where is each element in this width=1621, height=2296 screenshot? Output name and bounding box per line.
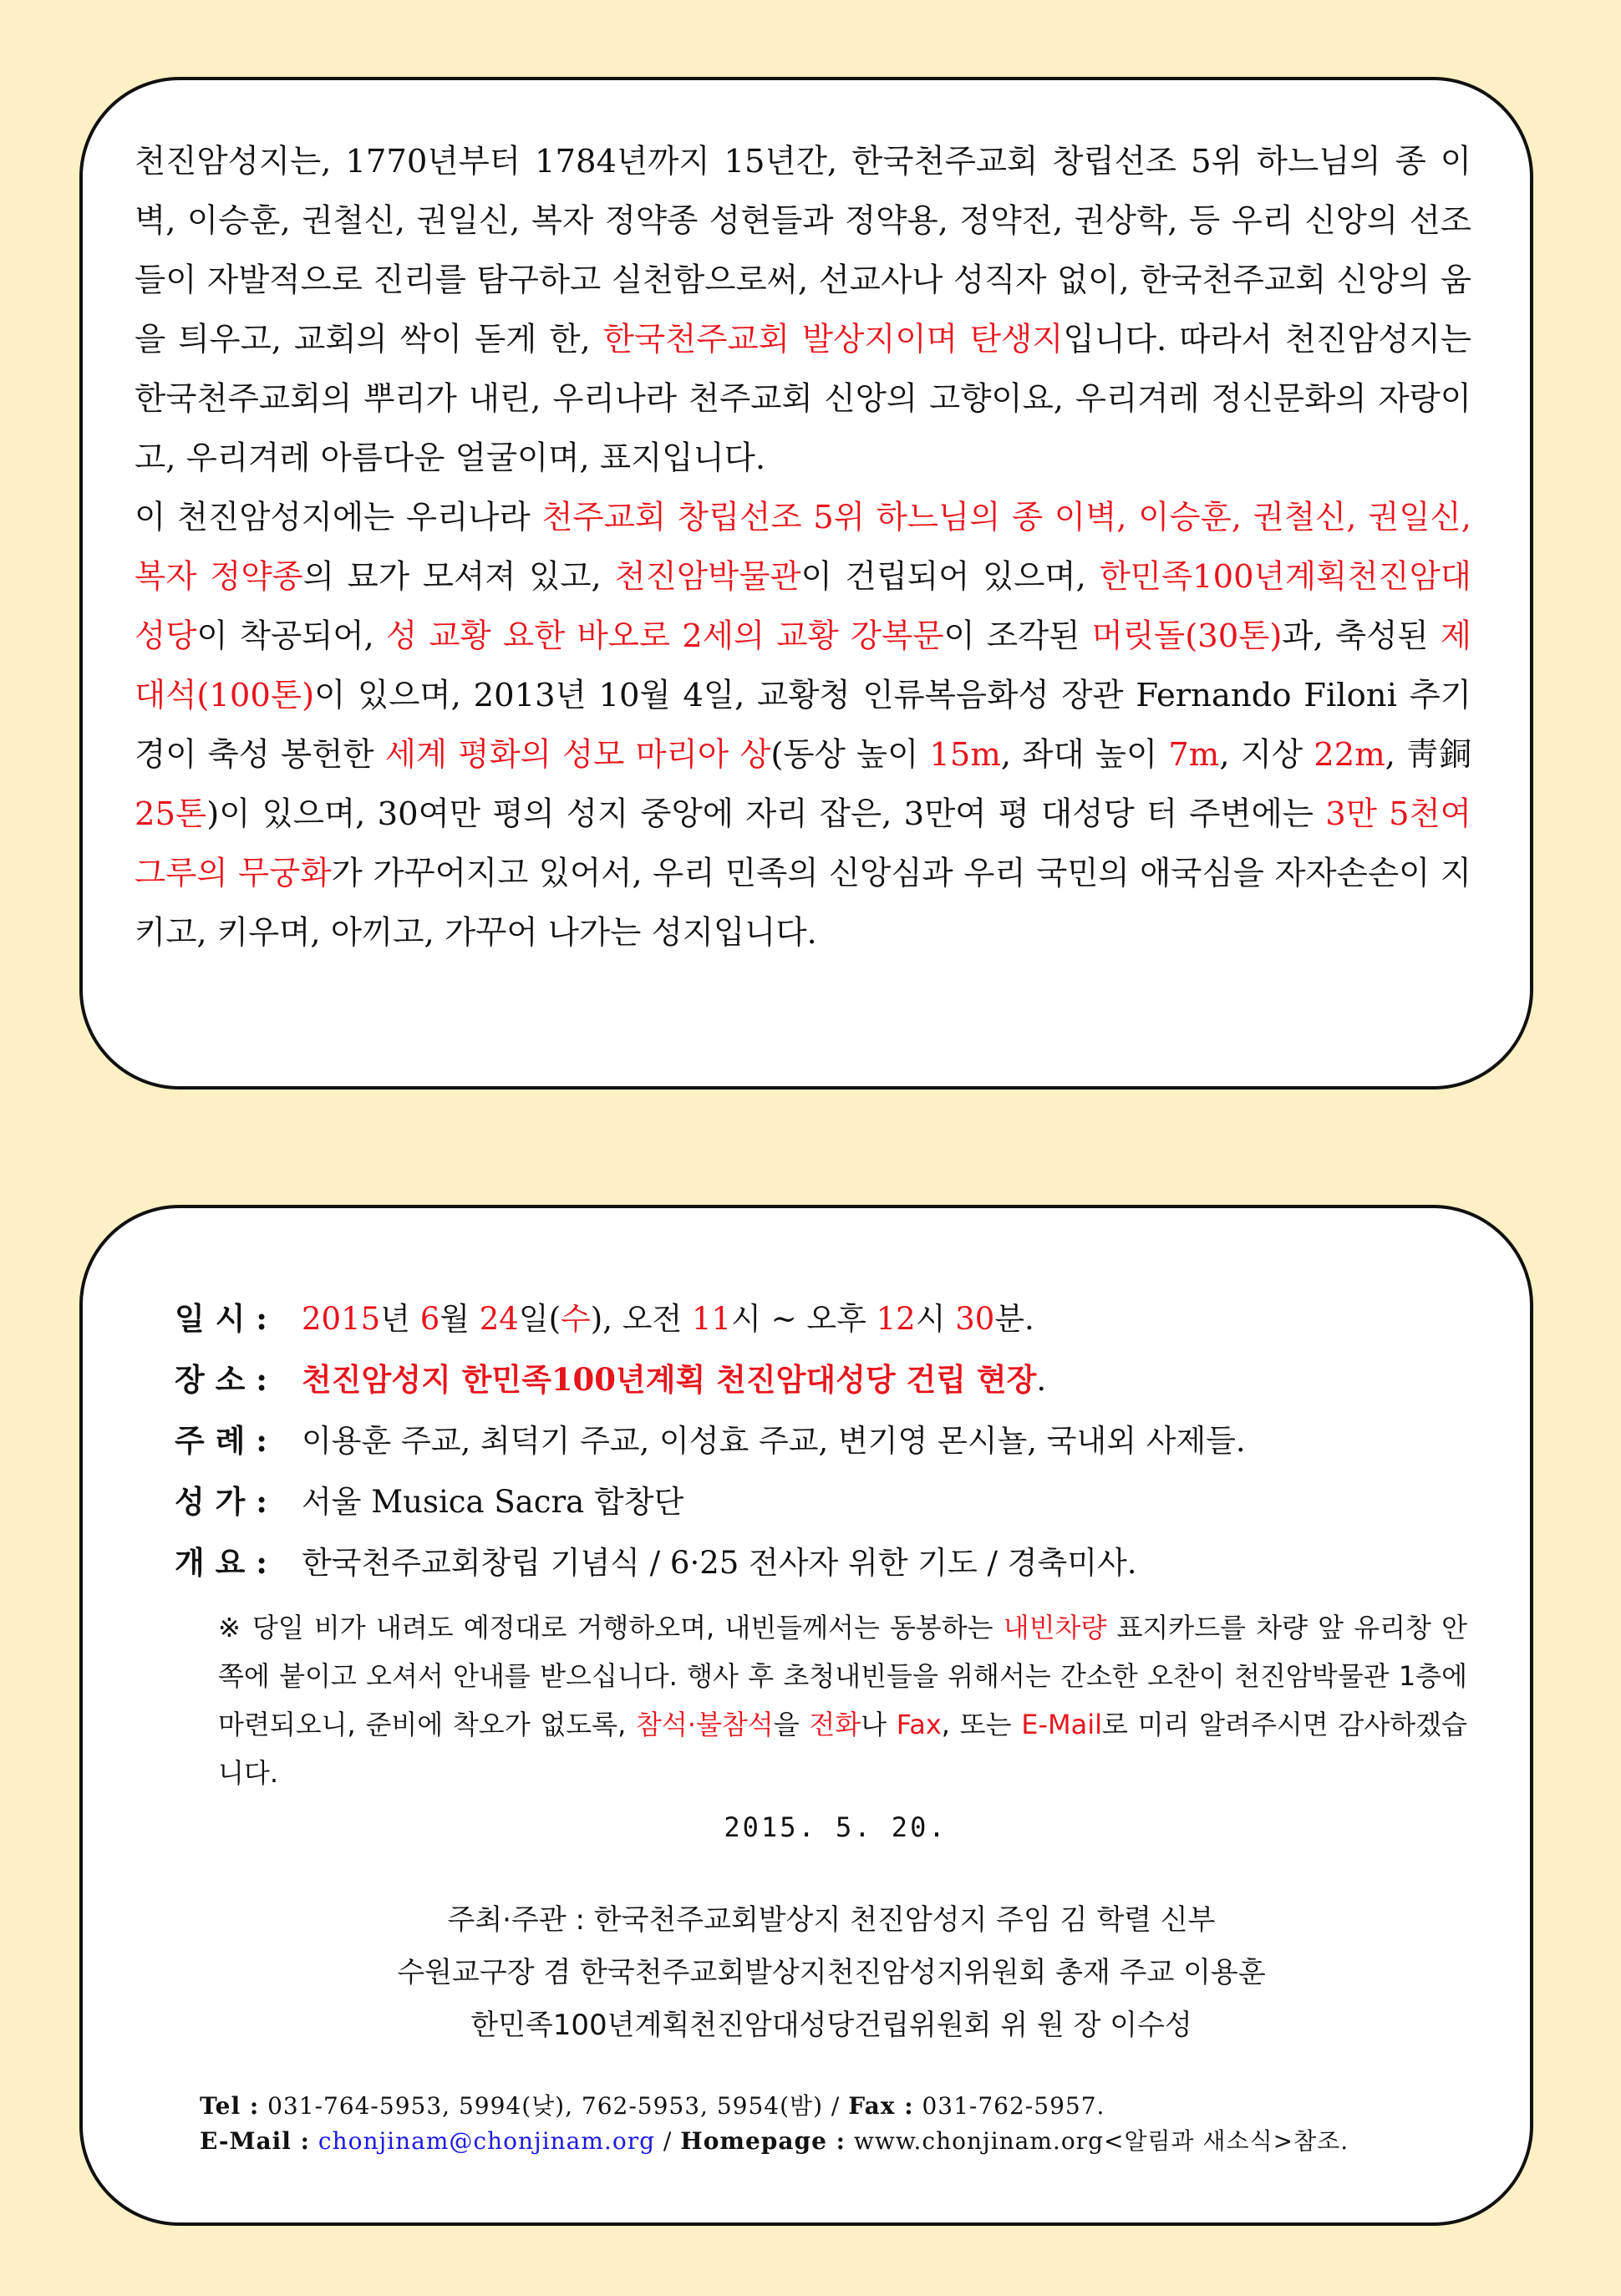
text-run: 이 착공되어, (196, 617, 386, 655)
event-detail-label: 장 소 : (175, 1361, 267, 1398)
highlighted-text: 내빈차량 (1003, 1612, 1107, 1643)
contact-info (175, 2089, 1463, 2159)
text-run: (동상 높이 (770, 736, 930, 774)
text-run: , 또는 (941, 1709, 1022, 1740)
highlighted-text: 제대석(100톤) (135, 617, 1472, 714)
intro-text (135, 132, 1471, 963)
host-line: 한민족100년계획천진암대성당건립위원회 위 원 장 이수성 (470, 2009, 1192, 2042)
text-run: 로 미리 알려주시면 감사하겠습니다. (218, 1709, 1467, 1789)
text-run: 의 묘가 모셔져 있고, (302, 558, 615, 596)
event-detail-label: 주 례 : (175, 1422, 267, 1459)
text-run: 년 (380, 1301, 420, 1337)
document-date: 2015. 5. 20. (724, 1811, 948, 1843)
highlighted-text: 머릿돌(30톤) (1091, 617, 1283, 655)
notice-text (218, 1603, 1467, 1797)
event-details (175, 1288, 1463, 1593)
text-run: 시 (915, 1301, 956, 1337)
event-info-box (79, 1205, 1533, 2226)
text-run: )이 있으며, 30여만 평의 성지 중앙에 자리 잡은, 3만여 평 대성당 터 주변에는 (206, 795, 1326, 833)
highlighted-text: 3만 5천여 그루의 무궁화 (135, 795, 1471, 892)
highlighted-text: 30 (955, 1301, 995, 1337)
text-run: 천진암성지는, 1770년부터 1784년까지 15년간, 한국천주교회 창립선조 5위 하느님의 종 이벽, 이승훈, 권철신, 권일신, 복자 정약종 성현들과 정약용, 정약전, 권상학, 등 우리 신앙의 선조들이 자발적으로 진리를 탐구하고 실천함으로써, 선교사나 성직자 없이, 한국천주교회 신앙의 움을 틔우고, 교회의 싹이 돋게 한, (135, 143, 1471, 358)
text-run: 입니다. 따라서 천진암성지는 한국천주교회의 뿌리가 내린, 우리나라 천주교회 신앙의 고향이요, 우리겨레 정신문화의 자랑이고, 우리겨레 아름다운 얼굴이며, 표지입니다. (135, 321, 1472, 477)
highlighted-text: 한국천주교회 발상지이며 탄생지 (602, 321, 1064, 358)
text-run: 나 (861, 1709, 897, 1740)
text-run: . (1036, 1362, 1047, 1398)
text-run: , 좌대 높이 (1000, 736, 1169, 774)
highlighted-text: 한민족100년계획천진암대성당 (135, 558, 1471, 655)
text-run: 시 ~ 오후 (731, 1301, 877, 1337)
highlighted-text: 세계 평화의 성모 마리아 상 (384, 736, 771, 774)
event-detail-row (175, 1532, 1463, 1593)
highlighted-text: 22m (1314, 736, 1385, 774)
text-run: 이 조각된 (943, 617, 1092, 655)
highlighted-text: 11 (691, 1301, 732, 1337)
fax-label: Fax : (848, 2092, 914, 2120)
intro-paragraph-2 (135, 488, 1471, 963)
text-run: , 靑銅 (1385, 736, 1471, 774)
highlighted-text: 천진암박물관 (614, 558, 801, 596)
highlighted-text: 12 (876, 1301, 916, 1337)
text-run: 이 있으며, 2013년 10월 4일, 교황청 인류복음화성 장관 Fernando Filoni 추기경이 축성 봉헌한 (135, 677, 1471, 774)
highlighted-text: 성 교황 요한 바오로 2세의 교황 강복문 (385, 617, 944, 655)
highlighted-text: Fax (896, 1709, 942, 1740)
event-detail-label: 개 요 : (175, 1544, 267, 1581)
host-line: 주최·주관 : 한국천주교회발상지 천진암성지 주임 김 학렬 신부 (447, 1903, 1216, 1937)
event-detail-label: 성 가 : (175, 1483, 267, 1520)
highlighted-text: 2015 (302, 1301, 381, 1337)
event-detail-label: 일 시 : (175, 1300, 267, 1337)
host-line: 수원교구장 겸 한국천주교회발상지천진암성지위원회 총재 주교 이용훈 (397, 1956, 1266, 1989)
text-run: ), 오전 (590, 1301, 692, 1337)
highlighted-text: 수 (561, 1301, 591, 1337)
highlighted-text: 15m (929, 736, 1001, 774)
homepage-label: Homepage : (680, 2127, 846, 2155)
highlighted-text: 천주교회 창립선조 5위 하느님의 종 이벽, 이승훈, 권철신, 권일신, 복자 정약종 (135, 499, 1471, 596)
event-detail-row (175, 1349, 1463, 1410)
highlighted-text: 25톤 (135, 795, 207, 833)
homepage-link[interactable]: www.chonjinam.org<알림과 새소식>참조. (853, 2127, 1349, 2155)
notice (175, 1603, 1467, 1797)
text-run: 가 가꾸어지고 있어서, 우리 민족의 신앙심과 우리 국민의 애국심을 자자손손이 지키고, 키우며, 아끼고, 가꾸어 나가는 성지입니다. (135, 855, 1471, 952)
highlighted-text: 천진암성지 한민족100년계획 천진암대성당 건립 현장 (302, 1361, 1037, 1398)
highlighted-text: 7m (1168, 736, 1220, 774)
text-run: 월 (440, 1301, 480, 1337)
contact-web-line (200, 2124, 1463, 2159)
tel-numbers: 031-764-5953, 5994(낮), 762-5953, 5954(밤) / (267, 2092, 849, 2120)
intro-box (79, 77, 1533, 1090)
text-run: 이 천진암성지에는 우리나라 (135, 499, 542, 536)
highlighted-text: 24 (479, 1301, 519, 1337)
text-run: , 지상 (1219, 736, 1314, 774)
text-run: 이 건립되어 있으며, (800, 558, 1100, 596)
text-run: ※ 당일 비가 내려도 예정대로 거행하오며, 내빈들께서는 동봉하는 (218, 1612, 1004, 1643)
text-run: 분. (994, 1301, 1034, 1337)
text-run: 과, 축성된 (1282, 617, 1441, 655)
fax-number: 031-762-5957. (922, 2092, 1105, 2120)
event-detail-row (175, 1471, 1463, 1532)
text-run: 서울 Musica Sacra 합창단 (302, 1484, 684, 1520)
highlighted-text: E-Mail (1021, 1709, 1102, 1740)
highlighted-text: 참석·불참석 (635, 1709, 774, 1740)
email-link[interactable]: chonjinam@chonjinam.org (318, 2127, 655, 2155)
text-run: 을 (773, 1709, 810, 1740)
highlighted-text: 전화 (809, 1709, 861, 1740)
intro-paragraph-1 (135, 132, 1471, 488)
highlighted-text: 6 (419, 1301, 440, 1337)
text-run: 표지카드를 차량 앞 유리창 안쪽에 붙이고 오셔서 안내를 받으십니다. 행사 후 초청내빈들을 위해서는 간소한 오찬이 천진암박물관 1층에 마련되오니, 준비에 착오가 없도록, (218, 1612, 1467, 1740)
email-label: E-Mail : (200, 2127, 310, 2155)
tel-label: Tel : (200, 2092, 260, 2120)
text-run: 일( (518, 1301, 562, 1337)
text-run: 한국천주교회창립 기념식 / 6·25 전사자 위한 기도 / 경축미사. (302, 1545, 1137, 1581)
host-list (175, 1894, 1463, 2052)
contact-separator: / (655, 2127, 681, 2155)
event-detail-row (175, 1410, 1463, 1471)
text-run: 이용훈 주교, 최덕기 주교, 이성효 주교, 변기영 몬시뇰, 국내외 사제들. (302, 1423, 1246, 1459)
event-detail-row (175, 1288, 1463, 1349)
contact-phone-line (200, 2089, 1463, 2124)
